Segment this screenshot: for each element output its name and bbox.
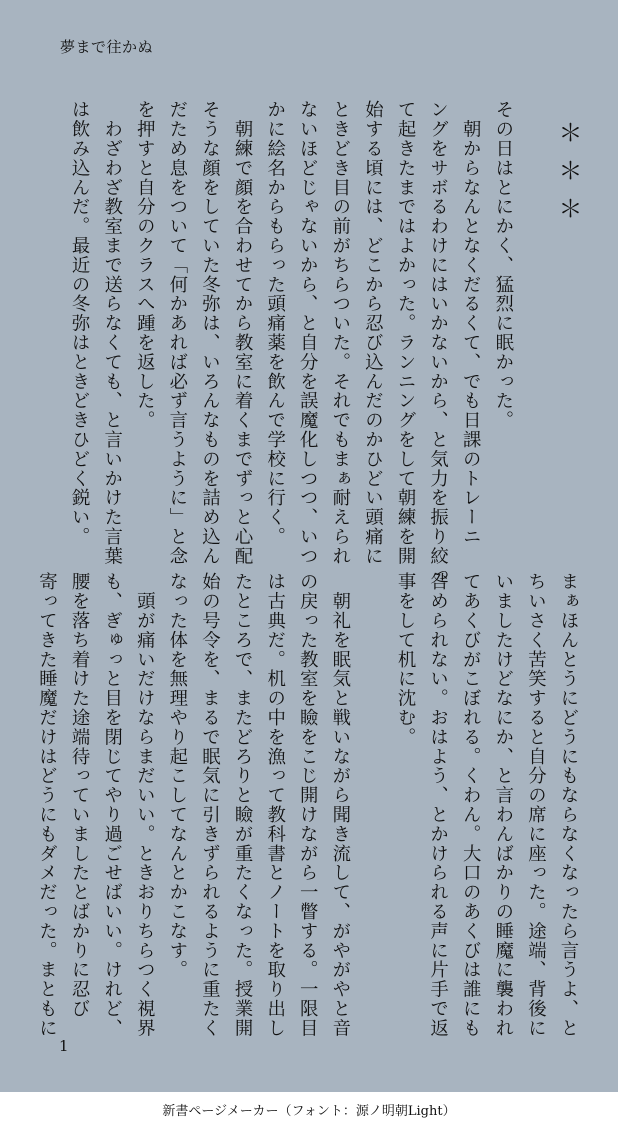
- text-line: 頭が痛いだけならまだいい。ときおりちらつく視界: [134, 572, 156, 1038]
- text-line: は飲み込んだ。最近の冬弥はときどきひどく鋭い。: [69, 100, 91, 547]
- text-line: たところで、またどろりと瞼が重たくなった。授業開: [232, 572, 254, 1038]
- text-line: ちいさく苦笑すると自分の席に座った。途端、背後に: [525, 572, 547, 1038]
- section-mark: ＊＊＊: [554, 120, 582, 234]
- text-line: は古典だ。机の中を漁って教科書とノートを取り出し: [264, 572, 286, 1038]
- blank-line: [356, 572, 389, 1032]
- text-line: 朝練で顔を合わせてから教室に着くまでずっと心配: [232, 100, 254, 566]
- text-line: わざわざ教室まで送らなくても、と言いかけた言葉: [101, 100, 123, 566]
- lower-text-block: [30, 572, 584, 1038]
- text-line: 始する頃には、どこから忍び込んだのかひどい頭痛に: [362, 100, 384, 566]
- text-line: 寄ってきた睡魔だけはどうにもダメだった。まともに: [36, 572, 58, 1038]
- text-line: ときどき目の前がちらついた。それでもまぁ耐えられ: [329, 100, 351, 566]
- text-line: まぁほんとうにどうにもならなくなったら言うよ、と: [558, 572, 579, 1038]
- text-line: てあくびがこぼれる。くわん。大口のあくびは誰にも: [460, 572, 482, 1038]
- text-line: 朝からなんとなくだるくて、でも日課のトレーニ: [460, 100, 482, 547]
- text-line: 朝礼を眠気と戦いながら聞き流して、がやがやと音: [329, 572, 351, 1038]
- text-line: の戻った教室を瞼をこじ開けながら一瞥する。一限目: [297, 572, 319, 1038]
- text-line: 始の号令を、まるで眠気に引きずられるように重たく: [199, 572, 221, 1038]
- text-line: なった体を無理やり起こしてなんとかこなす。: [166, 572, 188, 980]
- text-line: だため息をついて「何かあれば必ず言うように」と念: [166, 100, 188, 566]
- upper-text-block: [63, 100, 585, 585]
- text-line: て起きたまではよかった。ランニングをして朝練を開: [395, 100, 417, 566]
- text-line: いましたけどなにか、と言わんばかりの睡魔に襲われ: [492, 572, 514, 1038]
- text-line: かに絵名からもらった頭痛薬を飲んで学校に行く。: [264, 100, 286, 547]
- text-line: 腰を落ち着けた途端待っていましたとばかりに忍び: [69, 572, 91, 1019]
- text-line: 事をして机に沈む。: [395, 572, 417, 747]
- blank-line: [519, 100, 552, 560]
- text-line: そうな顔をしていた冬弥は、いろんなものを詰め込ん: [199, 100, 221, 566]
- page-number: 1: [59, 1037, 69, 1055]
- text-line: も、ぎゅっと目を閉じてやり過ごせばいい。けれど、: [101, 572, 123, 1038]
- text-line: ングをサボるわけにはいかないから、と気力を振り絞っ: [427, 100, 449, 585]
- text-line: ないほどじゃないから、と自分を誤魔化しつつ、いつ: [297, 100, 319, 566]
- generator-caption: 新書ページメーカー（フォント：源ノ明朝Light）: [162, 1104, 456, 1119]
- text-line: を押すと自分のクラスへ踵を返した。: [134, 100, 156, 430]
- running-header: 夢まで往かぬ: [60, 38, 154, 56]
- text-line: 咎められない。おはよう、とかけられる声に片手で返: [427, 572, 449, 1038]
- text-line: その日はとにかく、猛烈に眠かった。: [492, 100, 514, 430]
